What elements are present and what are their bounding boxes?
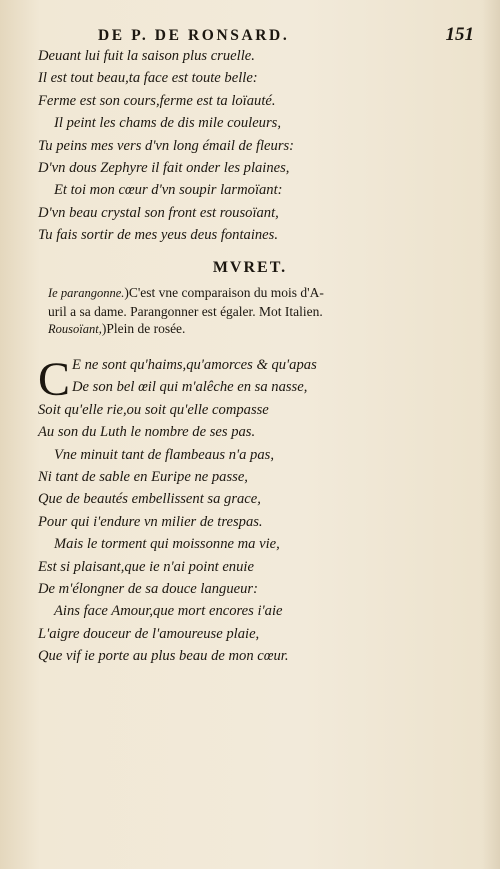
verse-line: Mais le torment qui moissonne ma vie,	[54, 536, 280, 553]
verse-line: E ne sont qu'haims,qu'amorces & qu'apas	[72, 357, 317, 373]
note-text: )C'est vne comparaison du mois d'A-	[124, 285, 324, 300]
verse-line: Deuant lui fuit la saison plus cruelle.	[38, 48, 255, 64]
commentary-note	[48, 303, 474, 321]
verse-line: Au son du Luth le nombre de ses pas.	[38, 424, 256, 441]
note-text: )Plein de rosée.	[101, 321, 186, 336]
verse-line: Ni tant de sable en Euripe ne passe,	[38, 469, 248, 486]
verse-line: Est si plaisant,que ie n'ai point enuie	[38, 558, 254, 575]
commentary-title: MVRET.	[212, 259, 288, 276]
verse-line: L'aigre douceur de l'amoureuse plaie,	[38, 625, 260, 642]
page-number: 151	[445, 24, 474, 45]
verse-line: Tu peins mes vers d'vn long émail de fleurs:	[38, 137, 295, 154]
verse-line: D'vn beau crystal son front est rousoïant,	[38, 204, 279, 221]
commentary-note	[48, 320, 474, 339]
verse-line: Que vif ie porte au plus beau de mon cœur.	[38, 648, 289, 665]
verse-line: Vne minuit tant de flambeaus n'a pas,	[54, 446, 274, 463]
note-text: uril a sa dame. Parangonner est égaler. Mot Italien.	[48, 303, 323, 319]
commentary-notes	[48, 284, 474, 339]
verse-line: Il peint les chams de dis mile couleurs,	[54, 115, 281, 132]
verse-line: Ains face Amour,que mort encores i'aie	[54, 603, 283, 620]
verse-line: Il est tout beau,ta face est toute belle:	[38, 70, 258, 87]
note-lemma: Rousoïant,	[48, 322, 102, 336]
verse-line: De m'élongner de sa douce langueur:	[38, 581, 258, 598]
running-head: DE P. DE RONSARD.	[98, 27, 290, 44]
poem-stanza	[38, 45, 472, 247]
verse-line: Pour qui i'endure vn milier de trespas.	[38, 513, 263, 530]
verse-line: Soit qu'elle rie,ou soit qu'elle compasse	[38, 401, 269, 418]
commentary-note	[48, 284, 474, 303]
sonnet	[38, 354, 472, 668]
note-lemma: Ie parangonne.	[48, 286, 125, 300]
verse-line: De son bel œil qui m'alêche en sa nasse,	[72, 379, 308, 396]
verse-line: Que de beautés embellissent sa grace,	[38, 491, 261, 508]
verse-line: Ferme est son cours,ferme est ta loïauté.	[38, 92, 276, 109]
verse-line: D'vn dous Zephyre il fait onder les plaines,	[38, 160, 290, 177]
verse-line: Et toi mon cœur d'vn soupir larmoïant:	[54, 182, 283, 199]
verse-line: Tu fais sortir de mes yeus deus fontaines.	[38, 227, 278, 244]
drop-capital: C	[38, 353, 71, 406]
